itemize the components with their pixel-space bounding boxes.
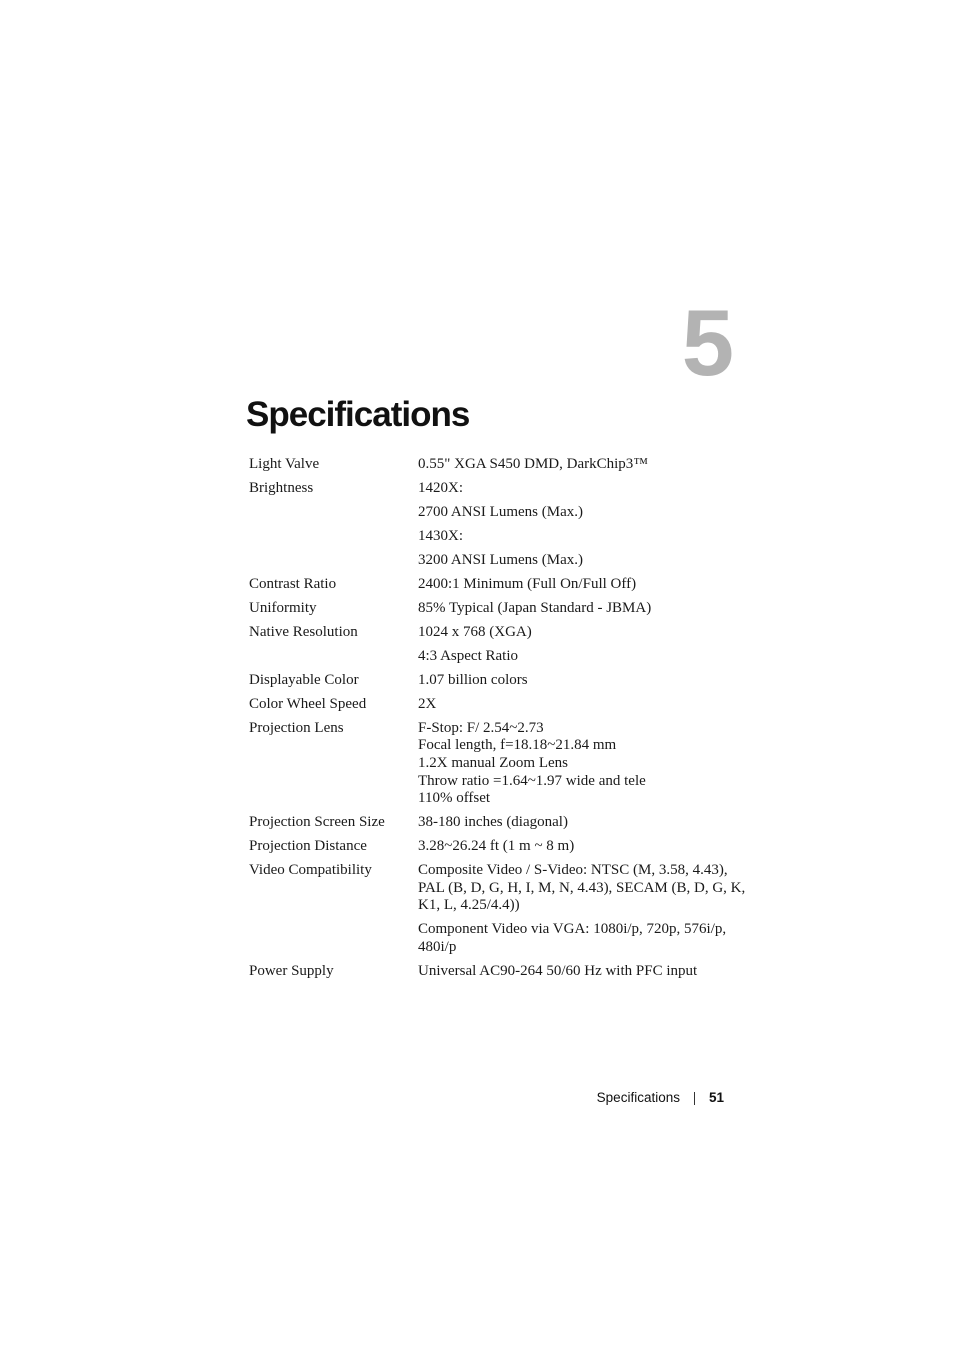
spec-value-line: Focal length, f=18.18~21.84 mm — [418, 737, 617, 754]
spec-label: Power Supply — [249, 962, 334, 979]
spec-label: Displayable Color — [249, 671, 359, 688]
spec-row — [249, 456, 749, 474]
spec-row — [249, 696, 749, 714]
spec-values — [418, 600, 749, 618]
spec-value — [418, 963, 749, 981]
spec-label: Contrast Ratio — [249, 575, 337, 592]
spec-value-line: 1430X: — [418, 527, 463, 544]
spec-row — [249, 862, 749, 956]
spec-values — [418, 838, 749, 856]
spec-value-line: 2700 ANSI Lumens (Max.) — [418, 503, 583, 520]
spec-values — [418, 862, 749, 956]
spec-value-line: 85% Typical (Japan Standard - JBMA) — [418, 599, 652, 616]
spec-label: Native Resolution — [249, 623, 358, 640]
spec-value-line: 2400:1 Minimum (Full On/Full Off) — [418, 575, 637, 592]
spec-value-line: 3.28~26.24 ft (1 m ~ 8 m) — [418, 838, 575, 855]
spec-label: Projection Screen Size — [249, 814, 385, 831]
spec-value — [418, 456, 749, 474]
spec-values — [418, 624, 749, 666]
spec-value — [418, 862, 749, 915]
spec-value-line: 2X — [418, 695, 437, 712]
spec-row — [249, 838, 749, 856]
spec-value — [418, 814, 749, 832]
spec-table — [249, 456, 749, 987]
spec-value-line: Component Video via VGA: 1080i/p, 720p, 576i/p, — [418, 921, 727, 938]
spec-value — [418, 600, 749, 618]
spec-value-line: 38-180 inches (diagonal) — [418, 814, 568, 831]
spec-label: Brightness — [249, 479, 314, 496]
spec-value-line: 1.07 billion colors — [418, 671, 528, 688]
spec-value — [418, 720, 749, 808]
spec-value — [418, 648, 749, 666]
spec-value-line: PAL (B, D, G, H, I, M, N, 4.43), SECAM (B, D, G, K, — [418, 879, 746, 896]
footer-section-title: Specifications — [596, 1090, 680, 1105]
spec-row — [249, 814, 749, 832]
spec-row — [249, 624, 749, 666]
spec-label: Video Compatibility — [249, 862, 372, 879]
page-footer — [597, 1088, 724, 1108]
spec-values — [418, 456, 749, 474]
spec-value — [418, 624, 749, 642]
spec-row — [249, 720, 749, 808]
spec-label: Projection Distance — [249, 838, 367, 855]
spec-value-line: 1.2X manual Zoom Lens — [418, 755, 568, 772]
spec-value-line: 110% offset — [418, 790, 491, 807]
spec-value — [418, 921, 749, 956]
spec-value-line: F-Stop: F/ 2.54~2.73 — [418, 719, 544, 736]
spec-values — [418, 480, 749, 570]
footer-divider — [694, 1092, 695, 1105]
spec-row — [249, 963, 749, 981]
spec-value-line: 3200 ANSI Lumens (Max.) — [418, 551, 583, 568]
spec-value-line: K1, L, 4.25/4.4)) — [418, 897, 520, 914]
spec-label: Uniformity — [249, 599, 317, 616]
spec-row — [249, 672, 749, 690]
spec-value — [418, 838, 749, 856]
spec-values — [418, 720, 749, 808]
spec-value — [418, 696, 749, 714]
spec-value — [418, 576, 749, 594]
spec-value-line: 1024 x 768 (XGA) — [418, 623, 532, 640]
spec-value — [418, 528, 749, 546]
spec-value-line: 480i/p — [418, 938, 457, 955]
chapter-number: 5 — [681, 290, 732, 395]
spec-value-line: 4:3 Aspect Ratio — [418, 647, 518, 664]
page-title: Specifications — [246, 395, 470, 434]
spec-value-line: Throw ratio =1.64~1.97 wide and tele — [418, 772, 646, 789]
spec-row — [249, 480, 749, 570]
spec-values — [418, 814, 749, 832]
spec-values — [418, 672, 749, 690]
spec-value-line: 0.55" XGA S450 DMD, DarkChip3™ — [418, 456, 648, 472]
spec-value — [418, 552, 749, 570]
spec-value-line: Universal AC90-264 50/60 Hz with PFC input — [418, 962, 698, 979]
spec-value — [418, 480, 749, 498]
spec-value — [418, 672, 749, 690]
spec-label: Light Valve — [249, 456, 320, 472]
spec-value-line: 1420X: — [418, 479, 463, 496]
page-number: 51 — [708, 1090, 724, 1105]
spec-value — [418, 504, 749, 522]
spec-values — [418, 963, 749, 981]
spec-row — [249, 576, 749, 594]
spec-row — [249, 600, 749, 618]
spec-label: Projection Lens — [249, 719, 344, 736]
spec-values — [418, 576, 749, 594]
spec-values — [418, 696, 749, 714]
spec-value-line: Composite Video / S-Video: NTSC (M, 3.58, 4.43), — [418, 862, 728, 879]
spec-label: Color Wheel Speed — [249, 695, 367, 712]
